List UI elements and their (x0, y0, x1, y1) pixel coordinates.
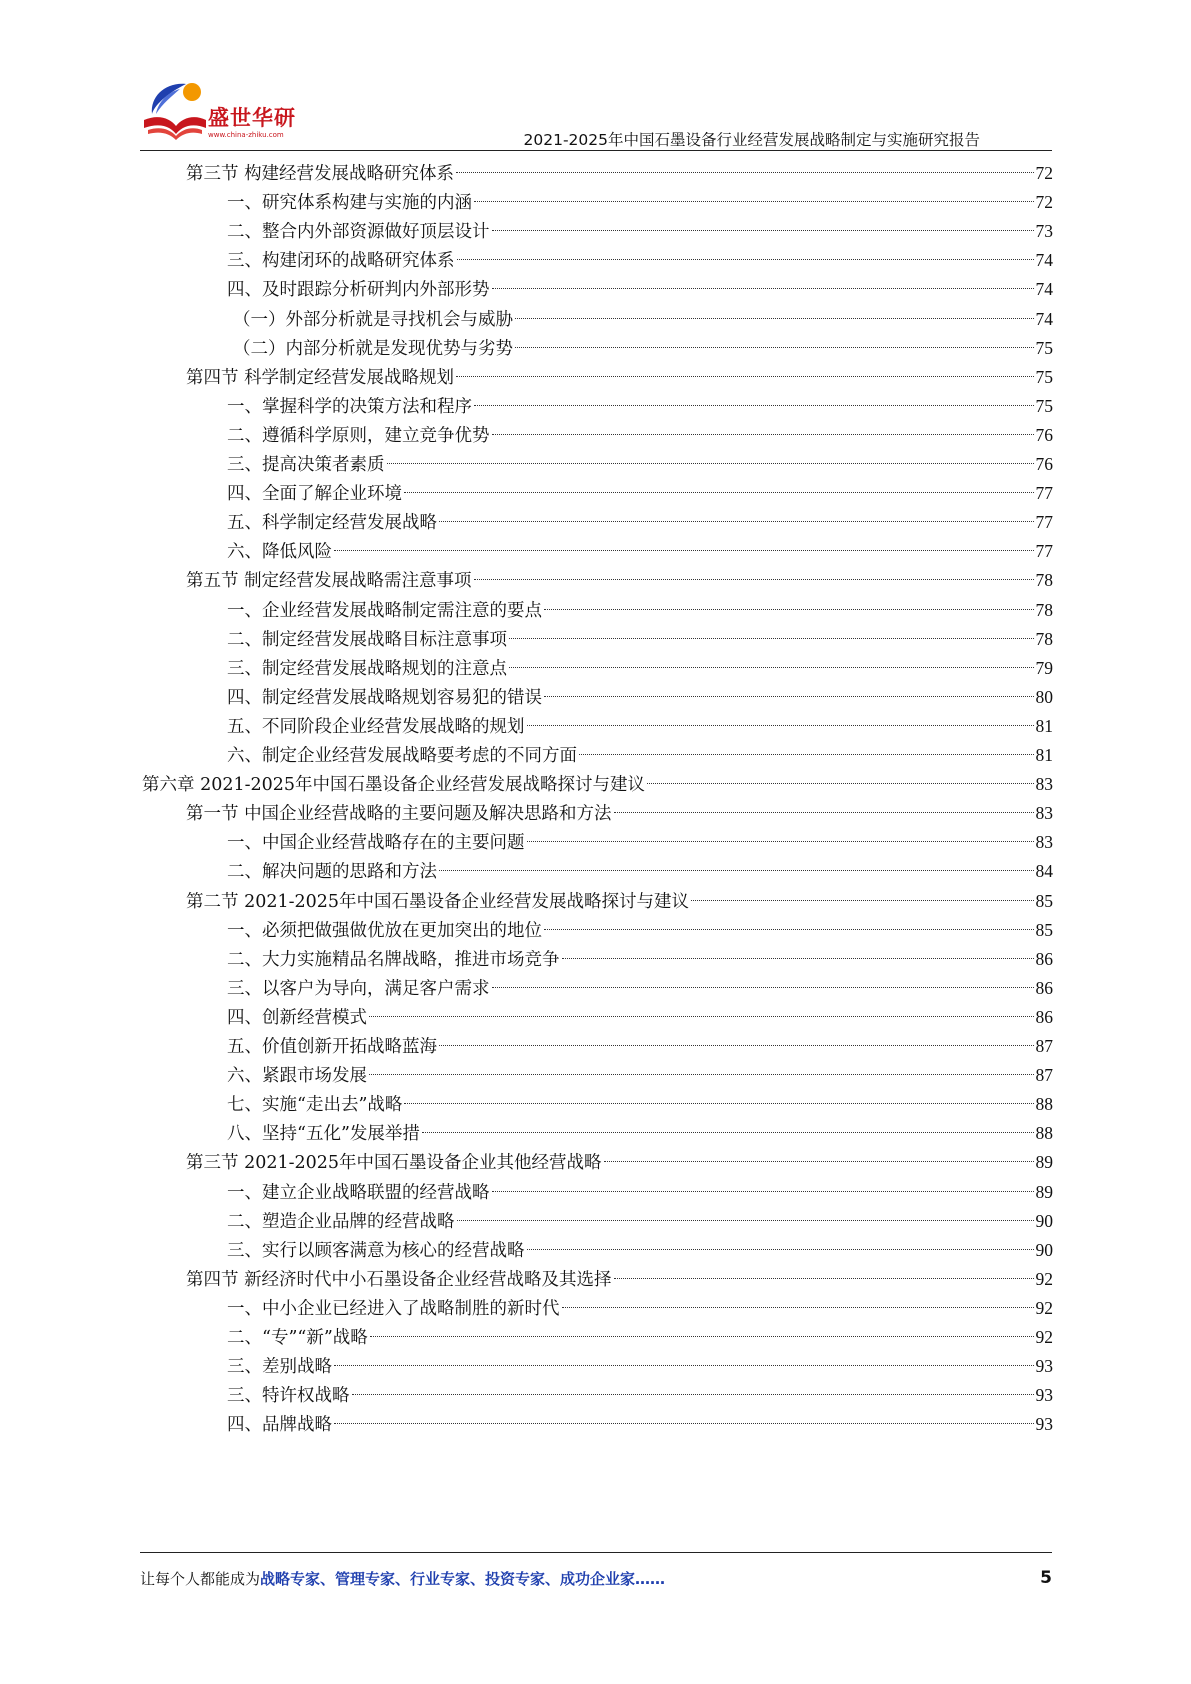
toc-dot-leader (691, 900, 1033, 901)
toc-entry-page: 75 (1035, 337, 1053, 358)
toc-entry[interactable] (227, 682, 1053, 713)
toc-entry-label: 三、差别战略 (227, 1357, 332, 1378)
toc-dot-leader (579, 754, 1034, 755)
toc-dot-leader (515, 318, 1034, 319)
toc-entry-page: 73 (1035, 221, 1053, 242)
toc-entry-page: 78 (1035, 628, 1053, 649)
toc-dot-leader (492, 230, 1034, 231)
toc-dot-leader (509, 638, 1034, 639)
toc-entry-label: 三、实行以顾客满意为核心的经营战略 (227, 1240, 525, 1261)
toc-dot-leader (439, 521, 1034, 522)
toc-dot-leader (334, 550, 1034, 551)
toc-entry-page: 92 (1035, 1297, 1053, 1318)
toc-entry-page: 87 (1035, 1036, 1053, 1056)
toc-entry-page: 80 (1035, 686, 1053, 707)
toc-dot-leader (474, 579, 1034, 580)
toc-dot-leader (544, 609, 1034, 610)
header-divider (140, 150, 1052, 151)
toc-entry-page: 75 (1035, 366, 1053, 387)
toc-entry[interactable] (186, 362, 1053, 393)
toc-dot-leader (387, 463, 1034, 464)
toc-dot-leader (492, 987, 1034, 988)
page-number: 5 (1040, 1568, 1052, 1588)
toc-dot-leader (647, 783, 1033, 784)
report-title: 2021-2025年中国石墨设备行业经营发展战略制定与实施研究报告 (523, 131, 980, 149)
toc-entry-label: 第五节 制定经营发展战略需注意事项 (186, 571, 472, 592)
toc-entry[interactable] (227, 478, 1053, 509)
toc-entry[interactable] (227, 740, 1053, 771)
toc-entry[interactable] (227, 1293, 1053, 1324)
toc-entry-label: 三、提高决策者素质 (227, 455, 385, 475)
toc-entry-label: 二、塑造企业品牌的经营战略 (227, 1211, 455, 1232)
toc-entry-page: 90 (1035, 1210, 1053, 1231)
toc-dot-leader (457, 1220, 1034, 1221)
toc-entry[interactable] (227, 856, 1053, 887)
toc-entry[interactable] (186, 565, 1053, 596)
toc-dot-leader (492, 434, 1034, 435)
toc-entry-label: 一、中国企业经营战略存在的主要问题 (227, 833, 525, 854)
toc-dot-leader (527, 725, 1034, 726)
toc-entry-label: 第六章 2021-2025年中国石墨设备企业经营发展战略探讨与建议 (142, 775, 646, 796)
toc-entry[interactable] (227, 827, 1053, 858)
toc-entry-page: 81 (1035, 715, 1053, 736)
toc-entry-page: 93 (1035, 1385, 1053, 1406)
toc-dot-leader (456, 376, 1033, 377)
toc-entry-label: 第一节 中国企业经营战略的主要问题及解决思路和方法 (186, 804, 612, 825)
toc-dot-leader (562, 958, 1034, 959)
toc-entry-page: 89 (1035, 1181, 1053, 1202)
toc-dot-leader (527, 1249, 1034, 1250)
toc-entry-label: 一、掌握科学的决策方法和程序 (227, 396, 472, 417)
toc-entry-page: 72 (1035, 192, 1053, 213)
toc-entry-label: 五、科学制定经营发展战略 (227, 513, 437, 534)
toc-entry[interactable] (186, 158, 1053, 189)
toc-entry-page: 74 (1035, 308, 1053, 329)
toc-entry[interactable] (186, 1264, 1053, 1295)
toc-entry-page: 78 (1035, 599, 1053, 620)
toc-dot-leader (369, 1074, 1034, 1075)
toc-entry-label: 四、制定经营发展战略规划容易犯的错误 (227, 687, 542, 708)
toc-dot-leader (474, 405, 1034, 406)
toc-dot-leader (544, 929, 1034, 930)
toc-entry-page: 72 (1035, 163, 1053, 183)
toc-dot-leader (439, 870, 1034, 871)
toc-entry-label: 四、及时跟踪分析研判内外部形势 (227, 280, 490, 301)
toc-entry-page: 81 (1035, 745, 1053, 765)
toc-entry-page: 74 (1035, 250, 1053, 271)
toc-entry-page: 86 (1035, 948, 1053, 969)
toc-entry[interactable] (227, 1380, 1053, 1411)
toc-entry[interactable] (227, 536, 1053, 567)
toc-entry-page: 85 (1035, 919, 1053, 940)
toc-entry[interactable] (227, 420, 1053, 451)
toc-entry-page: 90 (1035, 1239, 1053, 1260)
toc-entry-page: 93 (1035, 1356, 1053, 1377)
toc-entry-label: 五、价值创新开拓战略蓝海 (227, 1037, 437, 1057)
toc-entry-page: 77 (1035, 512, 1053, 533)
toc-entry-label: 四、品牌战略 (227, 1415, 332, 1436)
toc-entry-label: 四、创新经营模式 (227, 1007, 367, 1028)
toc-entry[interactable] (227, 653, 1053, 684)
toc-entry[interactable] (227, 1089, 1053, 1120)
toc-entry-label: 第三节 2021-2025年中国石墨设备企业其他经营战略 (186, 1153, 602, 1174)
toc-entry-page: 84 (1035, 861, 1053, 882)
toc-dot-leader (422, 1132, 1034, 1133)
toc-entry[interactable] (227, 216, 1053, 247)
toc-dot-leader (352, 1394, 1034, 1395)
toc-entry-label: 七、实施“走出去”战略 (227, 1095, 403, 1116)
toc-dot-leader (614, 1278, 1034, 1279)
page-header (0, 0, 1191, 150)
toc-dot-leader (456, 172, 1033, 173)
toc-entry[interactable] (227, 624, 1053, 655)
toc-entry-label: 第四节 科学制定经营发展战略规划 (186, 367, 455, 388)
toc-entry-page: 92 (1035, 1327, 1053, 1347)
toc-entry[interactable] (227, 391, 1053, 422)
toc-entry-label: 第四节 新经济时代中小石墨设备企业经营战略及其选择 (186, 1269, 612, 1290)
toc-entry[interactable] (227, 944, 1053, 975)
toc-entry-label: 一、建立企业战略联盟的经营战略 (227, 1182, 490, 1203)
toc-dot-leader (527, 841, 1034, 842)
brand-url: www.china-zhiku.com (208, 131, 284, 139)
toc-entry-label: 六、降低风险 (227, 542, 332, 563)
toc-entry-label: （一）外部分析就是寻找机会与威胁 (233, 309, 513, 330)
toc-entry-label: 三、特许权战略 (227, 1386, 350, 1407)
toc-entry[interactable] (227, 245, 1053, 276)
toc-entry-page: 88 (1035, 1094, 1053, 1115)
toc-entry-label: 二、“专”“新”战略 (227, 1328, 368, 1348)
toc-entry-page: 92 (1035, 1268, 1053, 1289)
toc-entry-label: 五、不同阶段企业经营发展战略的规划 (227, 716, 525, 737)
toc-entry[interactable] (186, 798, 1053, 829)
toc-entry-label: 一、研究体系构建与实施的内涵 (227, 193, 472, 214)
toc-entry-label: 六、制定企业经营发展战略要考虑的不同方面 (227, 746, 577, 766)
toc-entry-page: 86 (1035, 1006, 1053, 1027)
toc-entry-page: 76 (1035, 454, 1053, 474)
slogan-accent: 战略专家、管理专家、行业专家、投资专家、成功企业家…… (260, 1570, 666, 1588)
toc-dot-leader (509, 667, 1034, 668)
toc-entry[interactable] (227, 973, 1053, 1004)
toc-dot-leader (515, 347, 1034, 348)
toc-entry[interactable] (227, 1235, 1053, 1266)
toc-entry-label: 一、中小企业已经进入了战略制胜的新时代 (227, 1298, 560, 1319)
toc-entry-label: 八、坚持“五化”发展举措 (227, 1124, 420, 1145)
toc-entry-page: 89 (1035, 1152, 1053, 1173)
toc-entry-page: 93 (1035, 1414, 1053, 1435)
toc-entry[interactable] (227, 449, 1053, 480)
toc-dot-leader (404, 492, 1034, 493)
slogan-prefix: 让每个人都能成为 (140, 1570, 261, 1588)
company-logo (140, 80, 310, 150)
toc-entry-page: 77 (1035, 483, 1053, 504)
toc-entry[interactable] (233, 333, 1053, 364)
toc-dot-leader (492, 1191, 1034, 1192)
toc-entry-label: 第三节 构建经营发展战略研究体系 (186, 164, 455, 184)
toc-entry-page: 79 (1035, 657, 1053, 678)
toc-entry-page: 88 (1035, 1123, 1053, 1144)
toc-entry-label: （二）内部分析就是发现优势与劣势 (233, 338, 513, 359)
toc-entry-label: 四、全面了解企业环境 (227, 484, 402, 505)
toc-entry-page: 75 (1035, 395, 1053, 416)
toc-entry-page: 77 (1035, 541, 1053, 562)
toc-entry-label: 三、制定经营发展战略规划的注意点 (227, 658, 507, 679)
toc-entry-label: 三、构建闭环的战略研究体系 (227, 251, 455, 272)
toc-entry[interactable] (227, 187, 1053, 218)
toc-entry[interactable] (227, 1031, 1053, 1062)
toc-entry[interactable] (227, 1351, 1053, 1382)
toc-entry-label: 二、大力实施精品名牌战略，推进市场竞争 (227, 949, 560, 970)
toc-entry-label: 二、遵循科学原则，建立竞争优势 (227, 425, 490, 446)
toc-entry[interactable] (227, 1060, 1053, 1091)
footer-slogan (140, 1568, 665, 1589)
toc-entry-label: 二、制定经营发展战略目标注意事项 (227, 629, 507, 650)
toc-entry[interactable] (227, 507, 1053, 538)
toc-entry-label: 一、必须把做强做优放在更加突出的地位 (227, 920, 542, 941)
toc-entry-label: 二、解决问题的思路和方法 (227, 862, 437, 883)
toc-dot-leader (457, 259, 1034, 260)
toc-entry[interactable] (227, 1177, 1053, 1208)
toc-entry[interactable] (227, 1118, 1053, 1149)
toc-dot-leader (614, 812, 1034, 813)
toc-entry[interactable] (186, 886, 1053, 917)
brand-name: 盛世华研 (208, 106, 296, 130)
toc-dot-leader (334, 1365, 1034, 1366)
toc-entry-page: 85 (1035, 890, 1053, 911)
toc-dot-leader (369, 1016, 1034, 1017)
toc-entry[interactable] (227, 711, 1053, 742)
toc-dot-leader (544, 696, 1034, 697)
toc-dot-leader (404, 1103, 1033, 1104)
footer-divider (140, 1552, 1052, 1553)
toc-entry[interactable] (142, 769, 1053, 800)
toc-dot-leader (439, 1045, 1034, 1046)
toc-entry-label: 六、紧跟市场发展 (227, 1066, 367, 1087)
toc-entry-page: 83 (1035, 774, 1053, 795)
logo-emblem-icon (140, 80, 210, 142)
toc-entry[interactable] (227, 1322, 1053, 1353)
toc-dot-leader (562, 1307, 1034, 1308)
toc-entry[interactable] (227, 595, 1053, 626)
toc-entry[interactable] (227, 1409, 1053, 1440)
toc-entry[interactable] (227, 1002, 1053, 1033)
toc-dot-leader (334, 1423, 1034, 1424)
toc-entry[interactable] (233, 304, 1053, 335)
toc-entry-page: 87 (1035, 1065, 1053, 1086)
toc-dot-leader (604, 1161, 1034, 1162)
toc-entry-page: 86 (1035, 977, 1053, 998)
toc-entry-page: 74 (1035, 279, 1053, 300)
toc-entry[interactable] (227, 274, 1053, 305)
toc-entry-page: 78 (1035, 570, 1053, 591)
toc-entry[interactable] (227, 1206, 1053, 1237)
toc-dot-leader (492, 288, 1034, 289)
toc-entry-label: 三、以客户为导向，满足客户需求 (227, 978, 490, 999)
toc-dot-leader (370, 1336, 1034, 1337)
toc-entry-label: 第二节 2021-2025年中国石墨设备企业经营发展战略探讨与建议 (186, 891, 690, 912)
toc-entry-page: 83 (1035, 803, 1053, 824)
toc-entry-label: 一、企业经营发展战略制定需注意的要点 (227, 600, 542, 621)
toc-dot-leader (474, 201, 1034, 202)
toc-entry-page: 83 (1035, 832, 1053, 853)
toc-entry[interactable] (227, 915, 1053, 946)
toc-entry-page: 76 (1035, 424, 1053, 445)
toc-entry-label: 二、整合内外部资源做好顶层设计 (227, 222, 490, 243)
page-footer (140, 1568, 1052, 1592)
toc-entry[interactable] (186, 1147, 1053, 1178)
